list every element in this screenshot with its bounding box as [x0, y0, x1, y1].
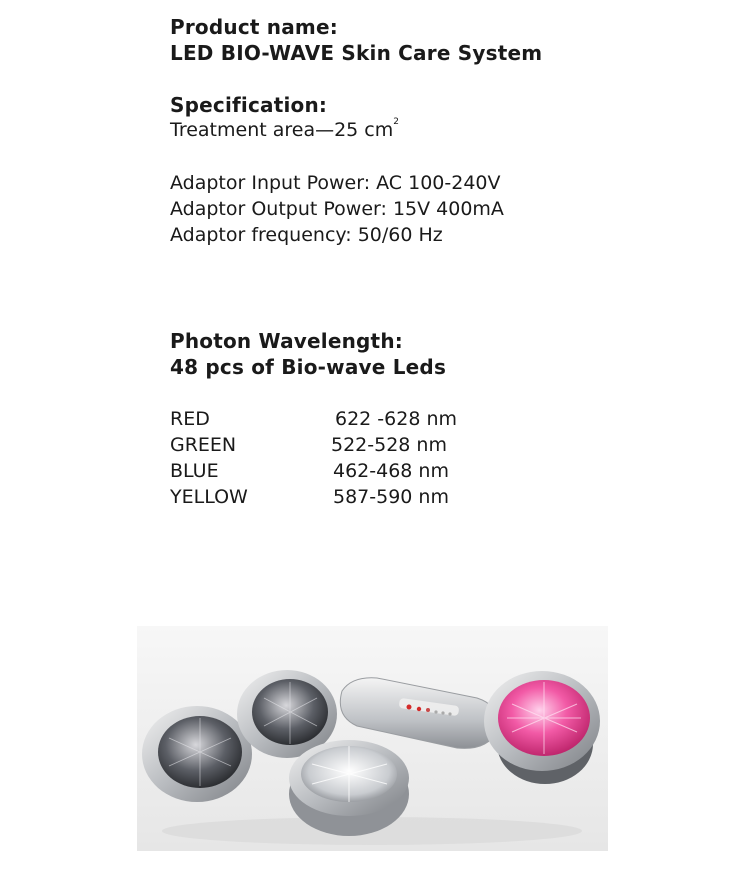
adaptor-output-power: Adaptor Output Power: 15V 400mA: [170, 198, 504, 220]
wavelength-range-yellow: 587-590 nm: [333, 486, 449, 508]
wavelength-range-red: 622 -628 nm: [335, 408, 458, 430]
product-heading: Product name:: [170, 15, 338, 39]
treatment-area-unit-exponent: 2: [393, 117, 399, 127]
photon-heading: Photon Wavelength:: [170, 329, 403, 353]
product-photo: [137, 626, 608, 851]
wavelength-range-blue: 462-468 nm: [333, 460, 449, 482]
adaptor-input-power: Adaptor Input Power: AC 100-240V: [170, 172, 501, 194]
treatment-area-label: Treatment area—25 cm: [170, 119, 394, 141]
led-device-illustration: [137, 626, 608, 851]
adaptor-frequency: Adaptor frequency: 50/60 Hz: [170, 224, 443, 246]
wavelength-color-red: RED: [170, 408, 210, 430]
wavelength-color-green: GREEN: [170, 434, 237, 456]
product-name: LED BIO-WAVE Skin Care System: [170, 41, 543, 65]
wavelength-color-yellow: YELLOW: [170, 486, 248, 508]
photon-subheading: 48 pcs of Bio-wave Leds: [170, 355, 447, 379]
wavelength-color-blue: BLUE: [170, 460, 219, 482]
wavelength-range-green: 522-528 nm: [331, 434, 447, 456]
treatment-area: [170, 119, 399, 141]
specification-heading: Specification:: [170, 93, 328, 117]
